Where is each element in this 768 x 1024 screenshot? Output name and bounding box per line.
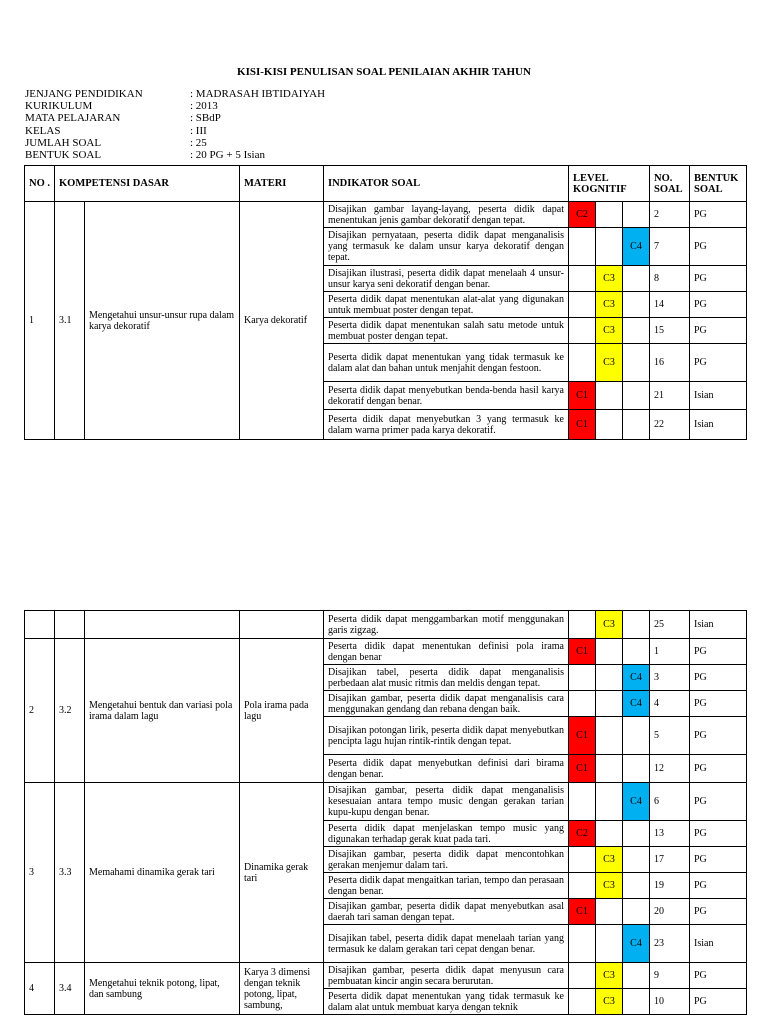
no-soal: 23 [650, 925, 690, 963]
meta-key: JUMLAH SOAL [25, 136, 102, 149]
level-empty [623, 755, 650, 783]
no-soal: 6 [650, 783, 690, 821]
level-kognitif-badge: C3 [596, 847, 623, 873]
no-soal: 8 [650, 266, 690, 292]
header-indikator-soal: INDIKATOR SOAL [324, 166, 569, 202]
kd-text: Mengetahui unsur-unsur rupa dalam karya dekoratif [85, 202, 240, 440]
meta-row [25, 137, 325, 149]
level-kognitif-badge: C1 [569, 639, 596, 665]
header-materi: MATERI [240, 166, 324, 202]
indikator-soal: Disajikan gambar, peserta didik dapat menganalisis cara menggunakan gendang dan rebana dengan baik. [324, 691, 569, 717]
level-kognitif-badge: C1 [569, 410, 596, 440]
level-kognitif-badge: C1 [569, 899, 596, 925]
indikator-soal: Peserta didik dapat mengaitkan tarian, tempo dan perasaan dengan benar. [324, 873, 569, 899]
meta-key: MATA PELAJARAN [25, 112, 121, 125]
level-kognitif-badge: C3 [596, 318, 623, 344]
meta-row [25, 149, 325, 161]
level-empty [623, 873, 650, 899]
meta-row [25, 112, 325, 124]
level-empty [596, 925, 623, 963]
level-kognitif-badge: C3 [596, 963, 623, 989]
header-no: NO . [25, 166, 55, 202]
level-empty [569, 611, 596, 639]
row-number: 2 [25, 639, 55, 783]
level-empty [623, 202, 650, 228]
indikator-soal: Peserta didik dapat menentukan yang tidak termasuk ke dalam alat dan bahan untuk menjahit dengan festoon. [324, 344, 569, 382]
kd-code: 3.2 [55, 639, 85, 783]
level-kognitif-badge: C3 [596, 989, 623, 1015]
no-soal: 10 [650, 989, 690, 1015]
level-empty [596, 717, 623, 755]
level-empty [569, 847, 596, 873]
meta-row [25, 88, 325, 100]
bentuk-soal: PG [690, 873, 747, 899]
bentuk-soal: Isian [690, 611, 747, 639]
level-kognitif-badge: C4 [623, 783, 650, 821]
meta-key: KELAS [25, 124, 61, 137]
level-kognitif-badge: C3 [596, 344, 623, 382]
header-no-soal: NO. SOAL [650, 166, 690, 202]
bentuk-soal: PG [690, 847, 747, 873]
indikator-soal: Disajikan pernyataan, peserta didik dapat menganalisis yang termasuk ke dalam unsur karya dekoratif dengan tepat. [324, 228, 569, 266]
kd-text: Mengetahui bentuk dan variasi pola irama dalam lagu [85, 639, 240, 783]
materi: Pola irama pada lagu [240, 639, 324, 783]
indikator-soal: Peserta didik dapat menyebutkan benda-benda hasil karya dekoratif dengan benar. [324, 382, 569, 410]
level-empty [569, 318, 596, 344]
level-kognitif-badge: C3 [596, 292, 623, 318]
indikator-soal: Peserta didik dapat menggambarkan motif menggunakan garis zigzag. [324, 611, 569, 639]
table-row [25, 202, 747, 228]
level-empty [623, 344, 650, 382]
level-kognitif-badge: C3 [596, 266, 623, 292]
no-soal: 7 [650, 228, 690, 266]
bentuk-soal: PG [690, 639, 747, 665]
row-number: 3 [25, 783, 55, 963]
no-soal: 13 [650, 821, 690, 847]
level-empty [623, 382, 650, 410]
indikator-soal: Disajikan gambar, peserta didik dapat mencontohkan gerakan menjemur dalam tari. [324, 847, 569, 873]
level-empty [623, 899, 650, 925]
level-empty [623, 847, 650, 873]
level-empty [569, 292, 596, 318]
level-empty [569, 963, 596, 989]
level-empty [596, 665, 623, 691]
level-empty [623, 266, 650, 292]
no-soal: 16 [650, 344, 690, 382]
no-soal: 21 [650, 382, 690, 410]
bentuk-soal: PG [690, 899, 747, 925]
kisi-kisi-table-1 [24, 165, 747, 440]
kd-text: Mengetahui teknik potong, lipat, dan sambung [85, 963, 240, 1015]
bentuk-soal: PG [690, 821, 747, 847]
level-empty [623, 989, 650, 1015]
level-empty [569, 989, 596, 1015]
level-kognitif-badge: C4 [623, 228, 650, 266]
meta-row [25, 100, 325, 112]
no-soal: 2 [650, 202, 690, 228]
no-soal: 12 [650, 755, 690, 783]
bentuk-soal: PG [690, 989, 747, 1015]
indikator-soal: Disajikan ilustrasi, peserta didik dapat menelaah 4 unsur-unsur karya seni dekoratif dengan benar. [324, 266, 569, 292]
bentuk-soal: PG [690, 228, 747, 266]
no-soal: 25 [650, 611, 690, 639]
materi: Karya dekoratif [240, 202, 324, 440]
no-soal: 22 [650, 410, 690, 440]
level-empty [623, 639, 650, 665]
bentuk-soal: PG [690, 755, 747, 783]
level-kognitif-badge: C1 [569, 382, 596, 410]
no-soal: 3 [650, 665, 690, 691]
level-empty [569, 665, 596, 691]
no-soal: 17 [650, 847, 690, 873]
level-kognitif-badge: C2 [569, 202, 596, 228]
no-soal: 20 [650, 899, 690, 925]
bentuk-soal: PG [690, 783, 747, 821]
bentuk-soal: PG [690, 344, 747, 382]
materi: Dinamika gerak tari [240, 783, 324, 963]
level-empty [596, 639, 623, 665]
kd-text: Memahami dinamika gerak tari [85, 783, 240, 963]
level-empty [623, 318, 650, 344]
bentuk-soal: PG [690, 318, 747, 344]
row-number: 1 [25, 202, 55, 440]
bentuk-soal: PG [690, 691, 747, 717]
bentuk-soal: Isian [690, 925, 747, 963]
bentuk-soal: PG [690, 717, 747, 755]
meta-value: : 25 [190, 136, 207, 149]
level-empty [596, 382, 623, 410]
level-empty [596, 410, 623, 440]
meta-key: KURIKULUM [25, 100, 93, 113]
kd-code: 3.4 [55, 963, 85, 1015]
kd-code [55, 611, 85, 639]
indikator-soal: Disajikan gambar, peserta didik dapat menyusun cara pembuatan kincir angin secara berurutan. [324, 963, 569, 989]
meta-value: : MADRASAH IBTIDAIYAH [190, 88, 326, 100]
level-empty [596, 783, 623, 821]
meta-value: : 2013 [190, 100, 218, 113]
indikator-soal: Disajikan tabel, peserta didik dapat menganalisis perbedaan alat music ritmis dan meldis dengan tepat. [324, 665, 569, 691]
bentuk-soal: PG [690, 963, 747, 989]
no-soal: 19 [650, 873, 690, 899]
indikator-soal: Disajikan gambar layang-layang, peserta didik dapat menentukan jenis gambar dekoratif dengan tepat. [324, 202, 569, 228]
level-empty [596, 691, 623, 717]
indikator-soal: Disajikan gambar, peserta didik dapat menganalisis kesesuaian antara tempo music dengan gerakan tarian kupu-kupu dengan benar. [324, 783, 569, 821]
table-row [25, 639, 747, 665]
level-empty [569, 344, 596, 382]
indikator-soal: Peserta didik dapat menjelaskan tempo music yang digunakan terhadap gerak kuat pada tari. [324, 821, 569, 847]
indikator-soal: Peserta didik dapat menentukan alat-alat yang digunakan untuk membuat poster dengan tepat. [324, 292, 569, 318]
indikator-soal: Peserta didik dapat menentukan salah satu metode untuk membuat poster dengan tepat. [324, 318, 569, 344]
level-empty [569, 783, 596, 821]
indikator-soal: Peserta didik dapat menyebutkan 3 yang termasuk ke dalam warna primer pada karya dekoratif. [324, 410, 569, 440]
no-soal: 15 [650, 318, 690, 344]
no-soal: 1 [650, 639, 690, 665]
table-row [25, 963, 747, 989]
row-number [25, 611, 55, 639]
level-kognitif-badge: C1 [569, 717, 596, 755]
level-empty [569, 925, 596, 963]
kd-text [85, 611, 240, 639]
row-number: 4 [25, 963, 55, 1015]
level-kognitif-badge: C3 [596, 611, 623, 639]
meta-key: JENJANG PENDIDIKAN [25, 88, 143, 100]
level-empty [569, 691, 596, 717]
table-row [25, 611, 747, 639]
level-empty [623, 611, 650, 639]
indikator-soal: Disajikan tabel, peserta didik dapat menelaah tarian yang termasuk ke dalam gerakan tari cepat dengan benar. [324, 925, 569, 963]
indikator-soal: Peserta didik dapat menentukan definisi pola irama dengan benar [324, 639, 569, 665]
level-empty [596, 202, 623, 228]
indikator-soal: Peserta didik dapat menentukan yang tidak termasuk ke dalam alat untuk membuat karya dengan teknik [324, 989, 569, 1015]
bentuk-soal: PG [690, 266, 747, 292]
indikator-soal: Peserta didik dapat menyebutkan definisi dari birama dengan benar. [324, 755, 569, 783]
bentuk-soal: PG [690, 665, 747, 691]
level-empty [596, 821, 623, 847]
materi [240, 611, 324, 639]
kd-code: 3.3 [55, 783, 85, 963]
meta-row [25, 125, 325, 137]
level-kognitif-badge: C3 [596, 873, 623, 899]
level-kognitif-badge: C2 [569, 821, 596, 847]
document-title: KISI-KISI PENULISAN SOAL PENILAIAN AKHIR TAHUN [237, 66, 531, 78]
no-soal: 14 [650, 292, 690, 318]
meta-value: : SBdP [190, 112, 221, 125]
table-row [25, 783, 747, 821]
no-soal: 4 [650, 691, 690, 717]
level-kognitif-badge: C4 [623, 925, 650, 963]
level-empty [623, 963, 650, 989]
level-kognitif-badge: C4 [623, 665, 650, 691]
kisi-kisi-table-2 [24, 610, 747, 1015]
level-kognitif-badge: C1 [569, 755, 596, 783]
bentuk-soal: PG [690, 292, 747, 318]
indikator-soal: Disajikan potongan lirik, peserta didik dapat menyebutkan pencipta lagu hujan rintik-rintik dengan tepat. [324, 717, 569, 755]
level-empty [623, 821, 650, 847]
level-empty [623, 410, 650, 440]
level-kognitif-badge: C4 [623, 691, 650, 717]
header-bentuk-soal: BENTUK SOAL [690, 166, 747, 202]
bentuk-soal: PG [690, 202, 747, 228]
header-kompetensi-dasar: KOMPETENSI DASAR [55, 166, 240, 202]
level-empty [596, 755, 623, 783]
bentuk-soal: Isian [690, 410, 747, 440]
bentuk-soal: Isian [690, 382, 747, 410]
no-soal: 5 [650, 717, 690, 755]
meta-value: : III [190, 124, 207, 137]
level-empty [623, 292, 650, 318]
meta-value: : 20 PG + 5 Isian [190, 149, 265, 162]
level-empty [569, 228, 596, 266]
level-empty [569, 266, 596, 292]
level-empty [623, 717, 650, 755]
level-empty [569, 873, 596, 899]
level-empty [596, 228, 623, 266]
materi: Karya 3 dimensi dengan teknik potong, lipat, sambung, [240, 963, 324, 1015]
no-soal: 9 [650, 963, 690, 989]
meta-key: BENTUK SOAL [25, 149, 102, 162]
kd-code: 3.1 [55, 202, 85, 440]
level-empty [596, 899, 623, 925]
header-level-kognitif: LEVEL KOGNITIF [569, 166, 650, 202]
indikator-soal: Disajikan gambar, peserta didik dapat menyebutkan asal daerah tari saman dengan tepat. [324, 899, 569, 925]
document-meta [25, 88, 325, 161]
